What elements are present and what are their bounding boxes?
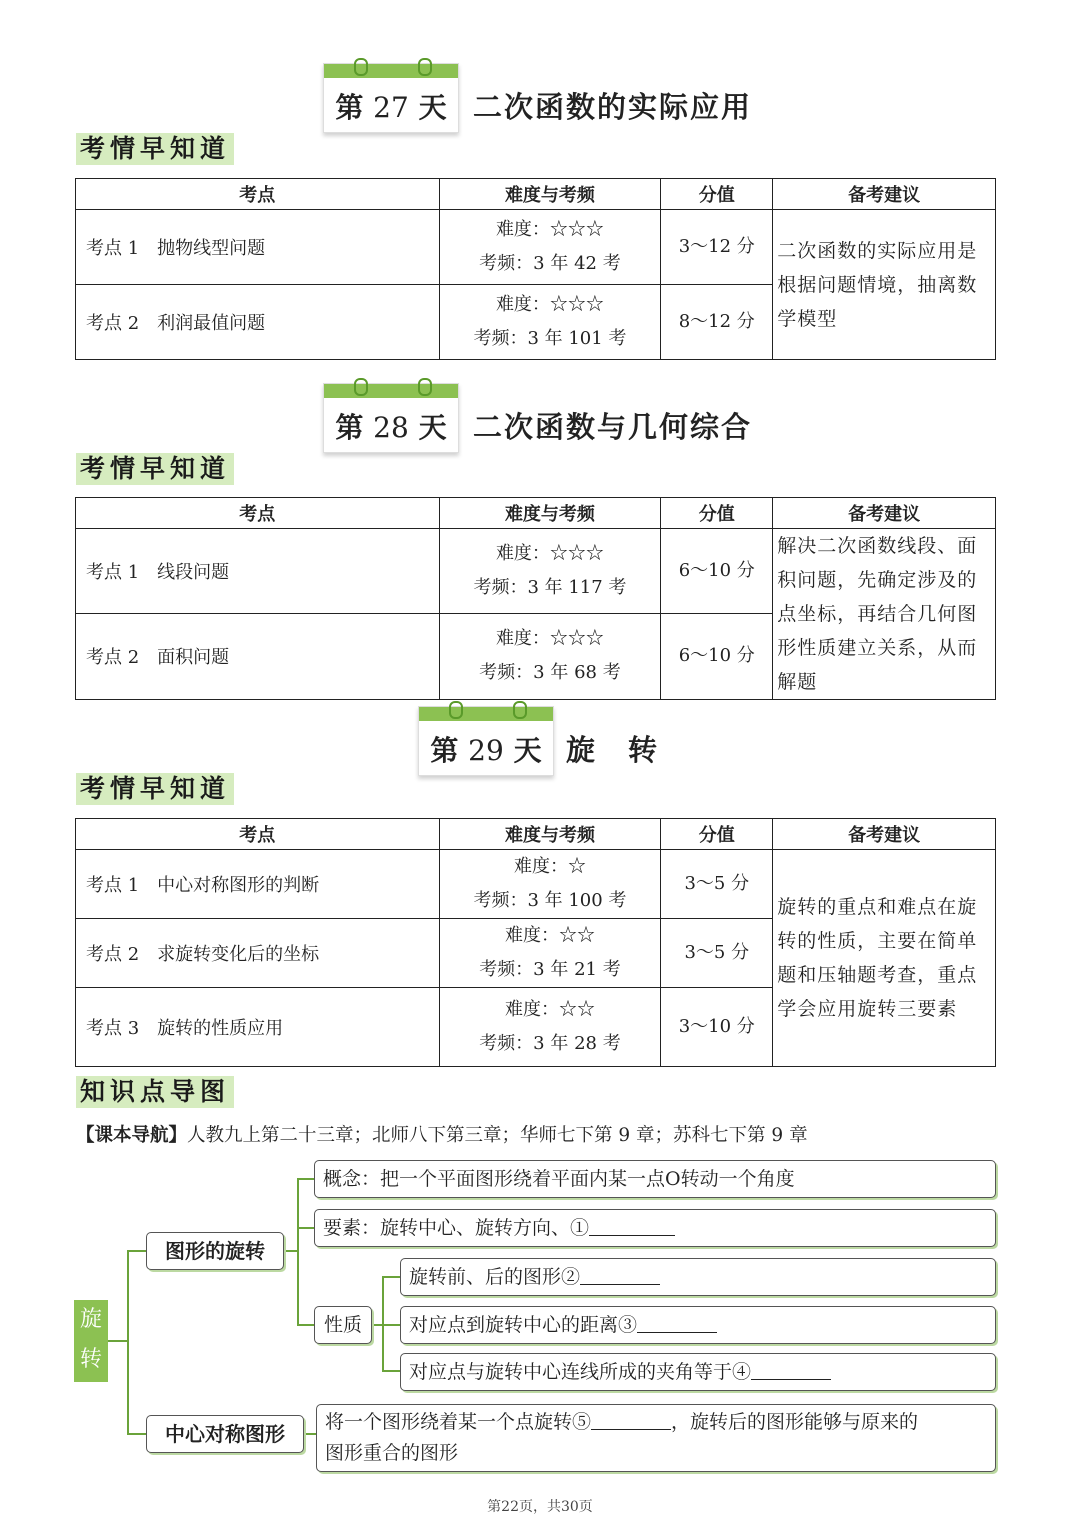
section-title: 考情早知道 bbox=[76, 133, 234, 165]
elements-box: 要素：旋转中心、旋转方向、① bbox=[314, 1209, 996, 1247]
calendar-badge: 第 27 天 bbox=[323, 63, 459, 133]
mindmap-root: 旋 转 bbox=[74, 1300, 108, 1382]
property-box-2: 对应点到旋转中心的距离③ bbox=[400, 1306, 996, 1344]
branch-rotation: 图形的旋转 bbox=[146, 1232, 284, 1270]
exam-table-day28 bbox=[75, 497, 996, 700]
answer-blank-2[interactable] bbox=[580, 1262, 660, 1285]
header-cell: 分值 bbox=[661, 498, 773, 529]
table-row: 考点 2 求旋转变化后的坐标 难度：☆☆ 考频：3 年 21 考 3～5 分 bbox=[76, 919, 996, 988]
table-row: 考点 3 旋转的性质应用 难度：☆☆ 考频：3 年 28 考 3～10 分 bbox=[76, 988, 996, 1067]
header-cell: 分值 bbox=[661, 819, 773, 850]
header-cell: 考点 bbox=[76, 498, 440, 529]
header-cell: 难度与考频 bbox=[439, 819, 661, 850]
header-cell: 难度与考频 bbox=[439, 498, 661, 529]
exam-table-day27 bbox=[75, 178, 996, 360]
header-cell: 难度与考频 bbox=[439, 179, 661, 210]
header-cell: 考点 bbox=[76, 179, 440, 210]
day29-header bbox=[418, 706, 718, 776]
answer-blank-4[interactable] bbox=[751, 1357, 831, 1380]
property-box-1: 旋转前、后的图形② bbox=[400, 1258, 996, 1296]
textbook-nav: 【课本导航】人教九上第二十三章；北师八下第三章；华师七下第 9 章；苏科七下第 9 章 bbox=[76, 1125, 808, 1146]
branch-central-symmetry: 中心对称图形 bbox=[146, 1415, 304, 1453]
header-cell: 分值 bbox=[661, 179, 773, 210]
answer-blank-3[interactable] bbox=[637, 1310, 717, 1333]
table-row: 考点 1 抛物线型问题 难度：☆☆☆ 考频：3 年 42 考 3～12 分 二次函数的实际应用是根据问题情境，抽离数学模型 bbox=[76, 210, 996, 285]
answer-blank-1[interactable] bbox=[589, 1213, 675, 1236]
table-row: 考点 2 面积问题 难度：☆☆☆ 考频：3 年 68 考 6～10 分 bbox=[76, 613, 996, 699]
header-cell: 备考建议 bbox=[773, 179, 996, 210]
section-title: 考情早知道 bbox=[76, 773, 234, 805]
section-title: 考情早知道 bbox=[76, 453, 234, 485]
header-cell: 备考建议 bbox=[773, 498, 996, 529]
section-title-mindmap: 知识点导图 bbox=[76, 1076, 234, 1108]
day27-header bbox=[323, 63, 763, 133]
answer-blank-5[interactable] bbox=[591, 1407, 671, 1430]
exam-table-day29 bbox=[75, 818, 996, 1067]
day-title: 旋 转 bbox=[566, 733, 660, 767]
property-box-3: 对应点与旋转中心连线所成的夹角等于④ bbox=[400, 1353, 996, 1391]
header-cell: 考点 bbox=[76, 819, 440, 850]
day-title: 二次函数与几何综合 bbox=[473, 410, 753, 444]
day28-header bbox=[323, 383, 763, 453]
table-row: 考点 1 线段问题 难度：☆☆☆ 考频：3 年 117 考 6～10 分 解决二次函数线段、面积问题，先确定涉及的点坐标，再结合几何图形性质建立关系，从而解题 bbox=[76, 529, 996, 614]
calendar-badge: 第 29 天 bbox=[418, 706, 554, 776]
central-definition-box: 将一个图形绕着某一个点旋转⑤ ，旋转后的图形能够与原来的 图形重合的图形 bbox=[316, 1404, 996, 1472]
table-row: 考点 1 中心对称图形的判断 难度：☆ 考频：3 年 100 考 3～5 分 旋转的重点和难点在旋转的性质，主要在简单题和压轴题考查，重点学会应用旋转三要素 bbox=[76, 850, 996, 919]
advice-cell: 旋转的重点和难点在旋转的性质，主要在简单题和压轴题考查，重点学会应用旋转三要素 bbox=[773, 850, 996, 1067]
advice-cell: 二次函数的实际应用是根据问题情境，抽离数学模型 bbox=[773, 210, 996, 360]
advice-cell: 解决二次函数线段、面积问题，先确定涉及的点坐标，再结合几何图形性质建立关系，从而解题 bbox=[773, 529, 996, 700]
header-cell: 备考建议 bbox=[773, 819, 996, 850]
calendar-badge: 第 28 天 bbox=[323, 383, 459, 453]
concept-box: 概念：把一个平面图形绕着平面内某一点O转动一个角度 bbox=[314, 1160, 996, 1198]
property-label: 性质 bbox=[314, 1306, 372, 1344]
page-footer: 第22页，共30页 bbox=[487, 1499, 593, 1515]
day-title: 二次函数的实际应用 bbox=[473, 90, 753, 124]
table-row: 考点 2 利润最值问题 难度：☆☆☆ 考频：3 年 101 考 8～12 分 bbox=[76, 285, 996, 360]
